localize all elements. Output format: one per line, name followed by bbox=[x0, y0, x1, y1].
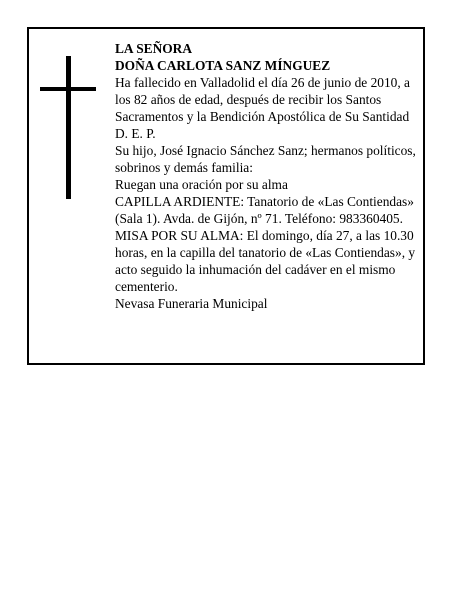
mass-info: MISA POR SU ALMA: El domingo, día 27, a las 10.30 horas, en la capilla del tanatorio de «Las Contiendas», y acto seguido la inhumación del cadáver en el mismo cementerio. bbox=[115, 228, 416, 294]
notice-heading: LA SEÑORA bbox=[115, 41, 193, 56]
obituary-notice bbox=[27, 27, 425, 365]
chapel-info: CAPILLA ARDIENTE: Tanatorio de «Las Contiendas» (Sala 1). Avda. de Gijón, nº 71. Teléfono: 983360405. bbox=[115, 194, 414, 226]
cross-vertical-bar bbox=[66, 56, 71, 199]
death-announcement: Ha fallecido en Valladolid el día 26 de junio de 2010, a los 82 años de edad, después de recibir los Santos Sacramentos y la Bendición Apostólica de Su Santidad D. E. P. bbox=[115, 75, 411, 141]
prayer-request: Ruegan una oración por su alma bbox=[115, 177, 288, 192]
deceased-name: DOÑA CARLOTA SANZ MÍNGUEZ bbox=[115, 58, 331, 73]
funeral-home: Nevasa Funeraria Municipal bbox=[115, 296, 268, 311]
notice-text bbox=[115, 40, 421, 312]
cross-horizontal-bar bbox=[40, 87, 96, 91]
family-members: Su hijo, José Ignacio Sánchez Sanz; hermanos políticos, sobrinos y demás familia: bbox=[115, 143, 416, 175]
cross-icon bbox=[40, 56, 96, 199]
